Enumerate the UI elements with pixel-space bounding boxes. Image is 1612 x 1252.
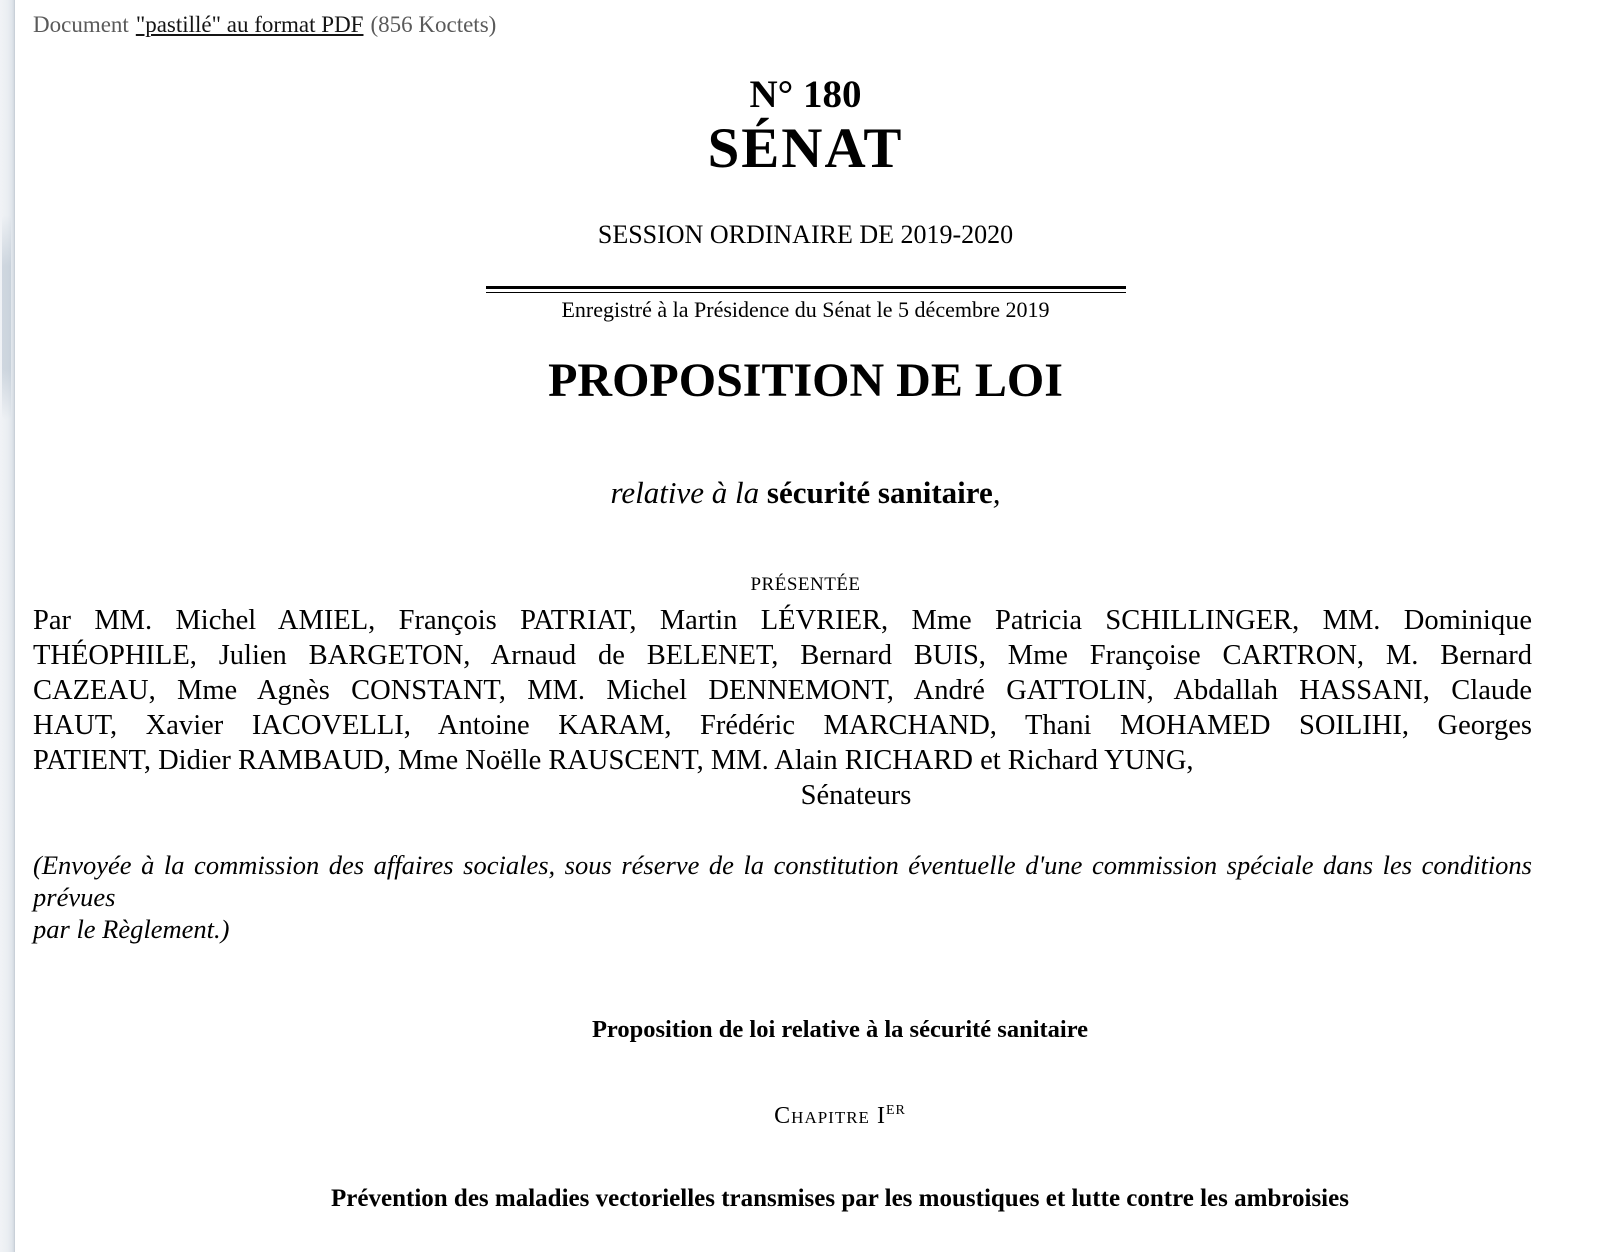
chapter-word: Chapitre (774, 1103, 870, 1129)
authors-line: THÉOPHILE, Julien BARGETON, Arnaud de BELENET, Bernard BUIS, Mme Françoise CARTRON, M. Bernard (33, 640, 1532, 671)
law-subtitle (79, 475, 1532, 511)
subtitle-bold-part: sécurité sanitaire (766, 475, 993, 510)
presented-label: PRÉSENTÉE (750, 574, 861, 595)
document-header (33, 72, 1532, 596)
pdf-bar-prefix: Document (33, 12, 129, 37)
subtitle-comma: , (992, 475, 1001, 510)
chapter-numeral: I (876, 1103, 886, 1129)
registration-line: Enregistré à la Présidence du Sénat le 5 décembre 2019 (561, 297, 1050, 322)
session-line: SESSION ORDINAIRE DE 2019-2020 (597, 220, 1014, 249)
subtitle-italic-part: relative à la (610, 475, 767, 510)
commission-line: par le Règlement.) (33, 914, 230, 944)
authors-paragraph (33, 603, 1532, 778)
authors-line: CAZEAU, Mme Agnès CONSTANT, MM. Michel DENNEMONT, André GATTOLIN, Abdallah HASSANI, Claude (33, 675, 1532, 706)
law-short-title: Proposition de loi relative à la sécurité sanitaire (591, 1016, 1089, 1043)
document-number: N° 180 (749, 73, 862, 116)
authors-role: Sénateurs (800, 780, 912, 811)
commission-note (33, 849, 1532, 945)
pdf-download-bar (33, 0, 1532, 38)
pdf-bar-size: (856 Koctets) (370, 12, 497, 37)
authors-line: HAUT, Xavier IACOVELLI, Antoine KARAM, Frédéric MARCHAND, Thani MOHAMED SOILIHI, Georges (33, 710, 1532, 741)
law-heading: PROPOSITION DE LOI (548, 354, 1063, 407)
commission-line: (Envoyée à la commission des affaires sociales, sous réserve de la constitution éventuelle d'une commission spéciale dans les conditions prévues (33, 850, 1532, 912)
institution-title: SÉNAT (707, 117, 904, 180)
chapter-title: Prévention des maladies vectorielles transmises par les moustiques et lutte contre les ambroisies (331, 1185, 1349, 1212)
chapter-ordinal-suffix: ER (885, 1103, 906, 1118)
double-rule-divider (486, 286, 1126, 293)
authors-line: Par MM. Michel AMIEL, François PATRIAT, Martin LÉVRIER, Mme Patricia SCHILLINGER, MM. Dominique (33, 605, 1532, 636)
authors-line: PATIENT, Didier RAMBAUD, Mme Noëlle RAUSCENT, MM. Alain RICHARD et Richard YUNG, (33, 745, 1194, 776)
scrollbar-track[interactable] (0, 0, 15, 1252)
scrollbar-thumb[interactable] (2, 215, 11, 420)
pdf-download-link[interactable]: "pastillé" au format PDF (135, 12, 364, 37)
chapter-heading (33, 1102, 1532, 1130)
document-page (33, 0, 1532, 1213)
